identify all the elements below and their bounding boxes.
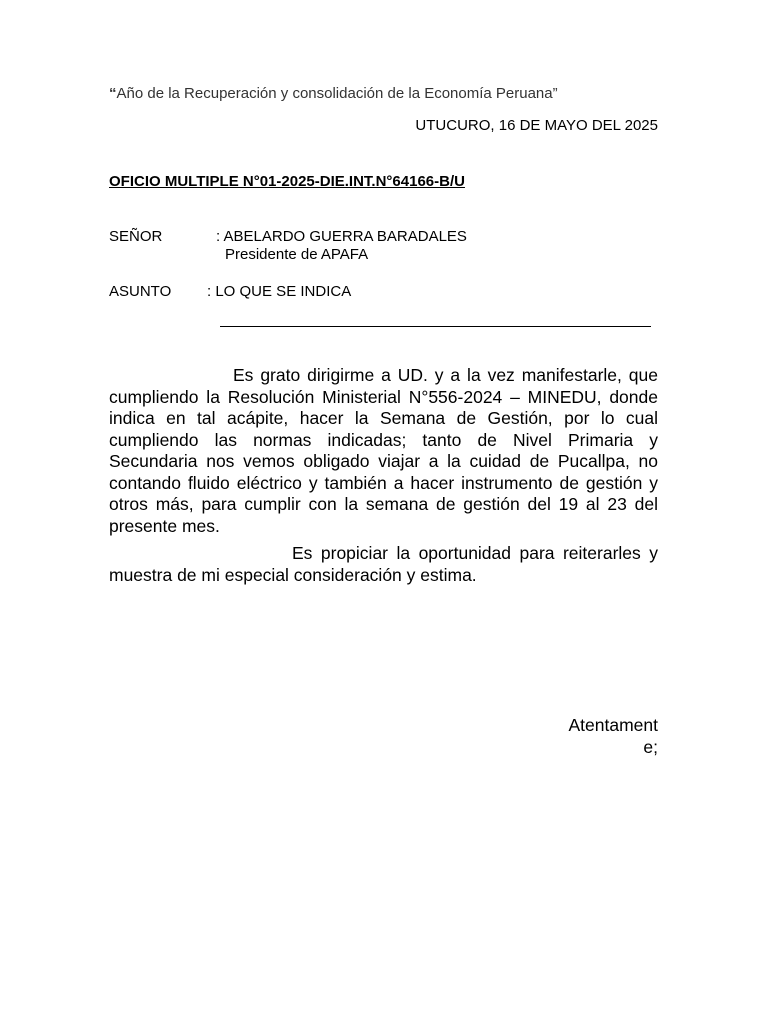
place-date: UTUCURO, 16 DE MAYO DEL 2025 <box>415 117 658 134</box>
motto-line <box>109 85 558 102</box>
senor-value: : ABELARDO GUERRA BARADALES <box>216 228 467 245</box>
asunto-value: : LO QUE SE INDICA <box>207 283 352 300</box>
motto-text: Año de la Recuperación y consolidación de la Economía Peruana” <box>116 85 558 102</box>
body-paragraph-2: Es propiciar la oportunidad para reiterarles y muestra de mi especial consideración y estima. <box>109 543 658 585</box>
closing-salutation: Atentamente; <box>568 715 658 757</box>
motto-open-quote: “ <box>109 85 117 102</box>
senor-role: Presidente de APAFA <box>225 246 369 263</box>
asunto-label: ASUNTO <box>109 283 172 300</box>
separator-line <box>220 326 651 327</box>
senor-label: SEÑOR <box>109 228 163 245</box>
oficio-reference: OFICIO MULTIPLE N°01-2025-DIE.INT.N°64166-B/U <box>109 173 465 190</box>
body-paragraph-1: Es grato dirigirme a UD. y a la vez manifestarle, que cumpliendo la Resolución Ministerial N°556-2024 – MINEDU, donde indica en tal acápite, hacer la Semana de Gestión, por lo cual cumpliendo las normas indicadas; tanto de Nivel Primaria y Secundaria nos vemos obligado viajar a la cuidad de Pucallpa, no contando fluido eléctrico y también a hacer instrumento de gestión y otros más, para cumplir con la semana de gestión del 19 al 23 del presente mes. <box>109 365 658 536</box>
